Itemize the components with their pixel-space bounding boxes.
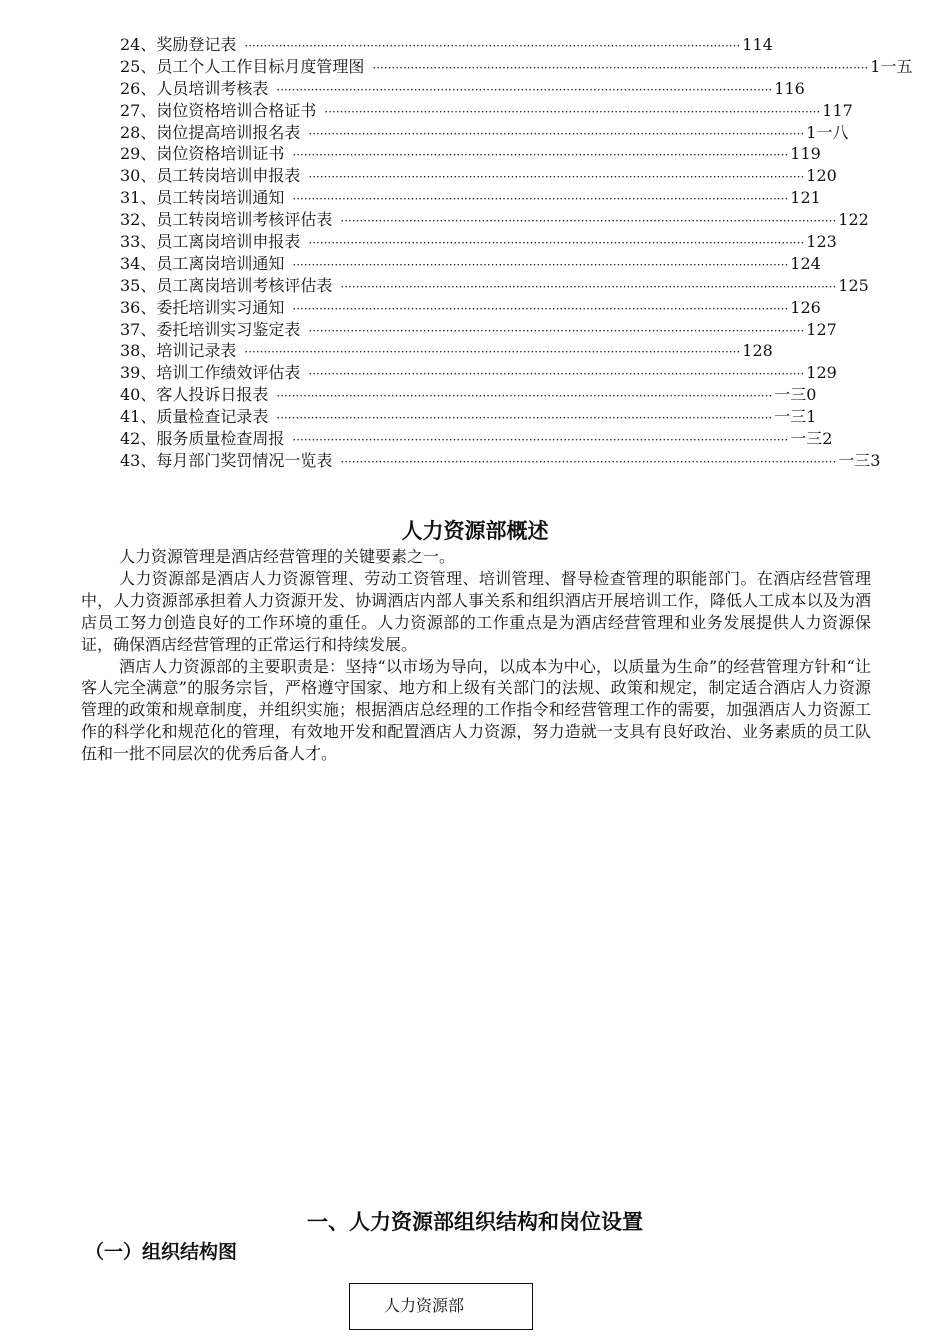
toc-entry[interactable] (120, 384, 817, 406)
toc-entry[interactable] (120, 231, 837, 253)
toc-entry-title: 37、委托培训实习鉴定表 (120, 319, 301, 339)
toc-entry-page: 122 (838, 210, 869, 230)
toc-dot-leader: ·································································································································· (276, 82, 773, 97)
toc-entry-title: 41、质量检查记录表 (120, 407, 269, 427)
toc-entry-title: 28、岗位提高培训报名表 (120, 122, 301, 142)
toc-dot-leader: ·································································································································· (292, 148, 789, 163)
toc-entry[interactable] (120, 34, 773, 56)
toc-entry-title: 43、每月部门奖罚情况一览表 (120, 450, 333, 470)
toc-entry-page: 126 (790, 297, 821, 317)
toc-dot-leader: ·································································································································· (308, 367, 805, 382)
toc-dot-leader: ·································································································································· (276, 389, 773, 404)
toc-entry-page: 125 (838, 275, 869, 295)
toc-entry-page: 1一五 (870, 56, 913, 76)
toc-dot-leader: ·································································································································· (292, 257, 789, 272)
toc-entry[interactable] (120, 143, 821, 165)
toc-entry[interactable] (120, 78, 805, 100)
toc-entry-title: 36、委托培训实习通知 (120, 297, 285, 317)
toc-entry[interactable] (120, 56, 913, 78)
toc-entry-page: 127 (806, 319, 837, 339)
toc-entry-page: 128 (742, 341, 773, 361)
toc-entry[interactable] (120, 187, 821, 209)
toc-entry-title: 39、培训工作绩效评估表 (120, 363, 301, 383)
toc-entry-page: 124 (790, 253, 821, 273)
toc-entry[interactable] (120, 428, 833, 450)
toc-dot-leader: ·································································································································· (372, 60, 869, 75)
toc-entry[interactable] (120, 275, 869, 297)
toc-entry-page: 121 (790, 188, 821, 208)
toc-entry-title: 32、员工转岗培训考核评估表 (120, 210, 333, 230)
toc-entry-title: 42、服务质量检查周报 (120, 429, 285, 449)
toc-entry-page: 1一八 (806, 122, 849, 142)
toc-entry-page: 一三0 (774, 385, 817, 405)
toc-entry-page: 117 (822, 100, 853, 120)
toc-dot-leader: ·································································································································· (340, 454, 837, 469)
toc-entry-title: 30、员工转岗培训申报表 (120, 166, 301, 186)
toc-entry[interactable] (120, 253, 821, 275)
toc-entry-title: 27、岗位资格培训合格证书 (120, 100, 317, 120)
overview-paragraph: 人力资源管理是酒店经营管理的关键要素之一。 (119, 547, 456, 566)
toc-dot-leader: ·································································································································· (308, 126, 805, 141)
toc-entry-page: 119 (790, 144, 821, 164)
org-node-label: 人力资源部 (384, 1296, 465, 1315)
toc-entry[interactable] (120, 209, 869, 231)
overview-body (81, 546, 871, 765)
toc-dot-leader: ·································································································································· (308, 236, 805, 251)
toc-entry-page: 一三1 (774, 407, 817, 427)
toc-entry[interactable] (120, 450, 881, 472)
toc-entry-page: 一三3 (838, 450, 881, 470)
toc-entry-title: 31、员工转岗培训通知 (120, 188, 285, 208)
toc-entry[interactable] (120, 340, 773, 362)
toc-entry-title: 25、员工个人工作目标月度管理图 (120, 56, 365, 76)
toc-dot-leader: ·································································································································· (324, 104, 821, 119)
toc-entry[interactable] (120, 362, 837, 384)
toc-entry[interactable] (120, 165, 837, 187)
toc-entry-title: 40、客人投诉日报表 (120, 385, 269, 405)
toc-entry-title: 33、员工离岗培训申报表 (120, 232, 301, 252)
subsection-heading: （一）组织结构图 (85, 1241, 238, 1263)
toc-entry-page: 120 (806, 166, 837, 186)
toc-dot-leader: ·································································································································· (276, 411, 773, 426)
toc-entry-page: 116 (774, 78, 805, 98)
toc-dot-leader: ·································································································································· (308, 323, 805, 338)
overview-paragraph: 酒店人力资源部的主要职责是：坚持“以市场为导向，以成本为中心，以质量为生命”的经营管理方针和“让客人完全满意”的服务宗旨，严格遵守国家、地方和上级有关部门的法规、政策和规定，制定适合酒店人力资源管理的政策和规章制度，并组织实施；根据酒店总经理的工作指令和经营管理工作的需要，加强酒店人力资源工作的科学化和规范化的管理，有效地开发和配置酒店人力资源，努力造就一支具有良好政治、业务素质的员工队伍和一批不同层次的优秀后备人才。 (81, 656, 871, 764)
toc-entry-page: 一三2 (790, 429, 833, 449)
toc-entry[interactable] (120, 297, 821, 319)
toc-dot-leader: ·································································································································· (292, 192, 789, 207)
toc-entry[interactable] (120, 100, 853, 122)
toc-dot-leader: ·································································································································· (292, 301, 789, 316)
overview-title: 人力资源部概述 (401, 519, 549, 543)
toc-dot-leader: ·································································································································· (244, 345, 741, 360)
overview-paragraph: 人力资源部是酒店人力资源管理、劳动工资管理、培训管理、督导检查管理的职能部门。在酒店经营管理中，人力资源部承担着人力资源开发、协调酒店内部人事关系和组织酒店开展培训工作，降低人工成本以及为酒店员工努力创造良好的工作环境的重任。人力资源部的工作重点是为酒店经营管理和业务发展提供人力资源保证，确保酒店经营管理的正常运行和持续发展。 (81, 568, 871, 654)
table-of-contents (120, 34, 913, 472)
toc-entry-page: 129 (806, 363, 837, 383)
toc-dot-leader: ·································································································································· (308, 170, 805, 185)
toc-entry-title: 29、岗位资格培训证书 (120, 144, 285, 164)
toc-entry-title: 26、人员培训考核表 (120, 78, 269, 98)
toc-entry-title: 24、奖励登记表 (120, 35, 237, 54)
toc-dot-leader: ·································································································································· (340, 214, 837, 229)
toc-entry-title: 38、培训记录表 (120, 341, 237, 361)
toc-entry-page: 114 (742, 35, 773, 54)
toc-entry[interactable] (120, 122, 849, 144)
toc-dot-leader: ·································································································································· (244, 39, 741, 53)
toc-entry-page: 123 (806, 232, 837, 252)
org-chart-root-node (349, 1283, 533, 1330)
toc-entry[interactable] (120, 319, 837, 341)
toc-entry[interactable] (120, 406, 817, 428)
toc-dot-leader: ·································································································································· (340, 279, 837, 294)
toc-entry-title: 35、员工离岗培训考核评估表 (120, 275, 333, 295)
section-heading: 一、人力资源部组织结构和岗位设置 (307, 1210, 643, 1234)
toc-dot-leader: ·································································································································· (292, 433, 789, 448)
toc-entry-title: 34、员工离岗培训通知 (120, 253, 285, 273)
